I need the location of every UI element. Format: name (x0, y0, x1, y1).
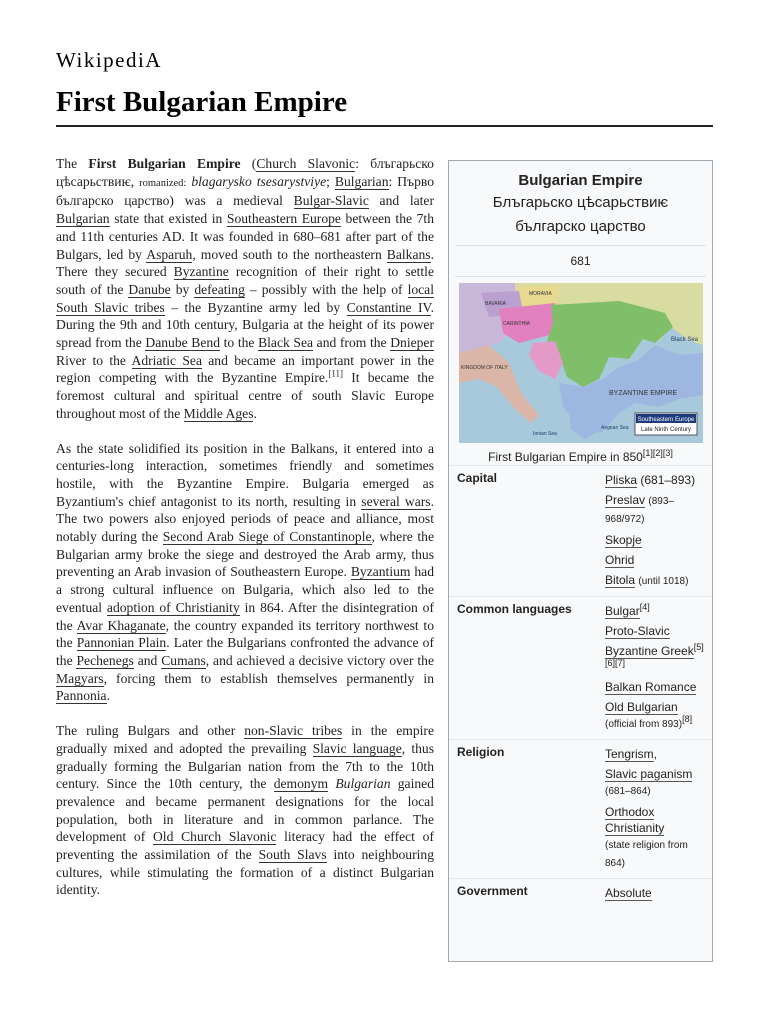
link-pliska[interactable]: Pliska (605, 473, 638, 487)
text-run: by (170, 281, 195, 297)
text-run: , forcing them to establish themselves permanently in (103, 670, 434, 686)
link-bulgarian-language[interactable]: Bulgarian (334, 173, 389, 189)
link-bulgarian[interactable]: Bulgarian (56, 211, 110, 227)
link-danube[interactable]: Danube (128, 281, 171, 297)
link-adriatic-sea[interactable]: Adriatic Sea (131, 352, 202, 368)
link-defeating[interactable]: defeating (194, 281, 245, 297)
link-non-slavic-tribes[interactable]: non-Slavic tribes (244, 723, 343, 739)
link-local-south-slavic-tribes[interactable]: local South Slavic tribes (56, 281, 434, 315)
link-bitola[interactable]: Bitola (605, 573, 636, 587)
infobox-separator (455, 245, 706, 246)
link-demonym[interactable]: demonym (273, 776, 329, 792)
religion-item (605, 744, 706, 764)
map-label-moravia: MORAVIA (528, 291, 552, 297)
infobox-year: 681 (570, 254, 591, 268)
link-skopje[interactable]: Skopje (605, 533, 642, 547)
link-pannonian-plain[interactable]: Pannonian Plain (76, 635, 167, 651)
text-run: into neighbouring cultures, while stimulating the formation of a distinct Bulgarian identity. (56, 847, 434, 898)
link-several-wars[interactable]: several wars (361, 493, 431, 509)
link-orthodox-christianity[interactable]: Orthodox Christianity (605, 805, 665, 835)
infobox-row-capital (449, 465, 712, 596)
text-run: and became an important power in the region competing with the Byzantine Empire. (56, 352, 434, 386)
paragraph-relations (56, 440, 434, 706)
text-run: in 864. After the disintegration of the (56, 599, 434, 633)
link-old-church-slavonic[interactable]: Old Church Slavonic (152, 829, 277, 845)
text-run: . (253, 405, 257, 421)
map-legend-era: Late Ninth Century (640, 427, 691, 433)
map-label-ionian: Ionian Sea (532, 431, 557, 437)
link-byzantine-greek[interactable]: Byzantine Greek (605, 644, 694, 658)
link-bulgar-slavic[interactable]: Bulgar-Slavic (293, 193, 369, 209)
text-run: . During the 9th and 10th century, Bulgaria at the height of its power spread from the (56, 299, 434, 351)
link-pannonia[interactable]: Pannonia (56, 688, 107, 704)
map-caption (449, 449, 712, 465)
capital-label: Capital (457, 471, 498, 485)
link-bulgar[interactable]: Bulgar (605, 604, 640, 618)
capital-item (605, 490, 706, 530)
capital-note: (681–893) (640, 473, 696, 487)
romanized-label: romanized: (139, 177, 187, 189)
religion-item (605, 802, 706, 874)
text-run: . There they secured (56, 246, 434, 280)
text-run: , the country expanded its territory northwest to the (56, 617, 434, 651)
italic-term: Bulgarian (335, 776, 391, 792)
language-note: (official from 893) (605, 719, 683, 730)
map-label-black-sea: Black Sea (670, 337, 698, 343)
religion-note: (681–864) (605, 786, 651, 797)
map-label-bavaria: BAVARIA (484, 301, 506, 307)
text-run: recognition of their right to settle south of the (56, 264, 434, 297)
link-slavic-language[interactable]: Slavic language (312, 740, 402, 756)
text-run: ( (240, 156, 257, 171)
map-caption-text: First Bulgarian Empire in 850 (488, 450, 643, 464)
infobox-row-religion (449, 739, 712, 878)
language-item (605, 677, 706, 697)
capital-item (605, 570, 706, 592)
reference-8[interactable]: [8] (682, 714, 693, 724)
religion-label: Religion (457, 745, 505, 759)
infobox-title: Bulgarian Empire (518, 172, 643, 189)
link-tengrism[interactable]: Tengrism (605, 747, 654, 761)
text-run: and later (368, 193, 434, 209)
language-item (605, 641, 706, 677)
link-magyars[interactable]: Magyars (56, 670, 104, 686)
text-run: had a strong cultural influence on Bulgaria, which also led to the eventual (56, 564, 434, 615)
text-run: in the empire gradually mixed and adopted the prevailing (56, 723, 434, 756)
text-run: gained prevalence and became permanent designations for the local population, both in literature and in common parlance. The development of (56, 776, 434, 845)
capital-note: (until 1018) (638, 576, 689, 587)
map-label-aegean: Aegean Sea (600, 425, 629, 431)
languages-label: Common languages (457, 602, 572, 616)
link-danube-bend[interactable]: Danube Bend (145, 335, 220, 351)
article-subject: First Bulgarian Empire (88, 156, 241, 171)
link-constantine-iv[interactable]: Constantine IV (346, 299, 431, 315)
link-church-slavonic[interactable]: Church Slavonic (256, 156, 356, 171)
language-item (605, 601, 706, 621)
link-proto-slavic[interactable]: Proto-Slavic (605, 624, 670, 638)
infobox-native-name-2: българско царство (515, 218, 646, 235)
text-run: : Първо българско царство) was a medieval (56, 173, 434, 209)
wikipedia-logo[interactable]: WikipediA (56, 48, 162, 72)
paragraph-intro (56, 155, 434, 423)
religion-values (605, 744, 706, 874)
link-slavic-paganism[interactable]: Slavic paganism (605, 767, 693, 781)
infobox-native-name-1: Блъгарьско цѣсарьствиѥ (492, 194, 669, 211)
religion-item (605, 764, 706, 802)
link-adoption-of-christianity[interactable]: adoption of Christianity (106, 599, 240, 615)
languages-values (605, 601, 706, 735)
page-title: First Bulgarian Empire (56, 86, 348, 118)
infobox-row-government (449, 878, 712, 907)
text-run: , where the Bulgarian army broke the siege and destroyed the Arab army, thus preventing an Arab invasion of Southeastern Europe. (56, 529, 434, 580)
text-run: ; (326, 173, 335, 189)
capital-values (605, 470, 706, 592)
text-run: state that existed in (109, 211, 227, 227)
link-ohrid[interactable]: Ohrid (605, 553, 635, 567)
religion-note: (state religion from 864) (605, 840, 688, 869)
link-second-arab-siege[interactable]: Second Arab Siege of Constantinople (162, 529, 372, 545)
article-body (56, 155, 434, 916)
text-run: . The two powers also enjoyed periods of peace and alliance, most notably during the (56, 493, 434, 545)
text-run: between the 7th and 11th centuries AD. It was founded in 680–681 after part of the Bulgars, led by (56, 211, 434, 262)
capital-item (605, 470, 706, 490)
text-run: and from the (313, 335, 391, 351)
link-middle-ages[interactable]: Middle Ages (183, 405, 254, 421)
link-byzantine[interactable]: Byzantine (173, 264, 229, 280)
link-balkans[interactable]: Balkans (386, 246, 431, 262)
government-values (605, 883, 706, 903)
title-divider (56, 125, 713, 127)
transliteration: blagarysko tsesarystviye (191, 173, 327, 189)
text-run: , thus gradually forming the Bulgarian nation from the 7th to the 10th century. Since the 10th century, the (56, 740, 434, 792)
reference-11[interactable]: [11] (328, 368, 344, 379)
text-run: . Later the Bulgarians confronted the advance of the (56, 635, 434, 668)
text-run: . (106, 688, 110, 704)
link-old-bulgarian[interactable]: Old Bulgarian (605, 700, 678, 714)
language-item (605, 621, 706, 641)
map-caption-refs[interactable]: [1][2][3] (642, 448, 673, 458)
map-label-carinthia: CARINTHIA (502, 321, 530, 327)
text-run: It became the foremost cultural and spiritual centre of south Slavic Europe throughout most of the (56, 370, 434, 421)
government-label: Government (457, 884, 528, 898)
link-dnieper[interactable]: Dnieper (390, 335, 434, 351)
link-southeastern-europe[interactable]: Southeastern Europe (226, 211, 341, 227)
link-byzantium[interactable]: Byzantium (350, 564, 411, 580)
text-run: , and achieved a decisive victory over the (205, 652, 434, 668)
link-avar-khaganate[interactable]: Avar Khaganate (76, 617, 166, 633)
map-legend-region: Southeastern Europe (637, 417, 694, 423)
text-run: – possibly with the help of (244, 281, 408, 297)
language-item (605, 697, 706, 735)
text-run: River to the (56, 352, 132, 368)
infobox-header (449, 161, 712, 239)
text-run: literacy had the effect of preventing the assimilation of the (56, 829, 434, 863)
link-asparuh[interactable]: Asparuh (146, 246, 193, 262)
link-pechenegs[interactable]: Pechenegs (76, 652, 134, 668)
infobox (448, 160, 713, 962)
text-run: and (133, 652, 162, 668)
text-run: The (56, 156, 89, 171)
map-label-italy: KINGDOM OF ITALY (460, 365, 508, 371)
religion-suffix: , (653, 747, 658, 761)
link-cumans[interactable]: Cumans (161, 652, 206, 668)
capital-note: (893–968/972) (605, 496, 674, 525)
infobox-separator (455, 276, 706, 277)
text-run: As the state solidified its position in the Balkans, it entered into a centuries-long interaction, sometimes friendly and sometimes hostile, with the Byzantine Empire. Bulgaria emerged as Byzantium's chief antagonist to its north, resulting in (56, 440, 434, 509)
map-label-byzantine: BYZANTINE EMPIRE (608, 390, 677, 397)
link-absolute[interactable]: Absolute (605, 886, 652, 900)
text-run: , moved south to the northeastern (192, 246, 387, 262)
text-run: to the (220, 335, 259, 351)
capital-item (605, 550, 706, 570)
government-item (605, 883, 706, 903)
capital-item (605, 530, 706, 550)
reference-4[interactable]: [4] (639, 602, 650, 612)
empire-map[interactable] (459, 283, 703, 443)
text-run: – the Byzantine army led by (164, 299, 347, 315)
infobox-row-languages (449, 596, 712, 739)
paragraph-identity (56, 722, 434, 899)
link-south-slavs[interactable]: South Slavs (258, 847, 327, 863)
link-preslav[interactable]: Preslav (605, 493, 646, 507)
reference-5-6-7[interactable]: [5][6][7] (605, 642, 704, 668)
link-balkan-romance[interactable]: Balkan Romance (605, 680, 697, 694)
text-run: : блъгарьско цѣсарьствиѥ, (56, 156, 434, 189)
link-black-sea[interactable]: Black Sea (258, 335, 314, 351)
text-run: The ruling Bulgars and other (56, 723, 245, 739)
